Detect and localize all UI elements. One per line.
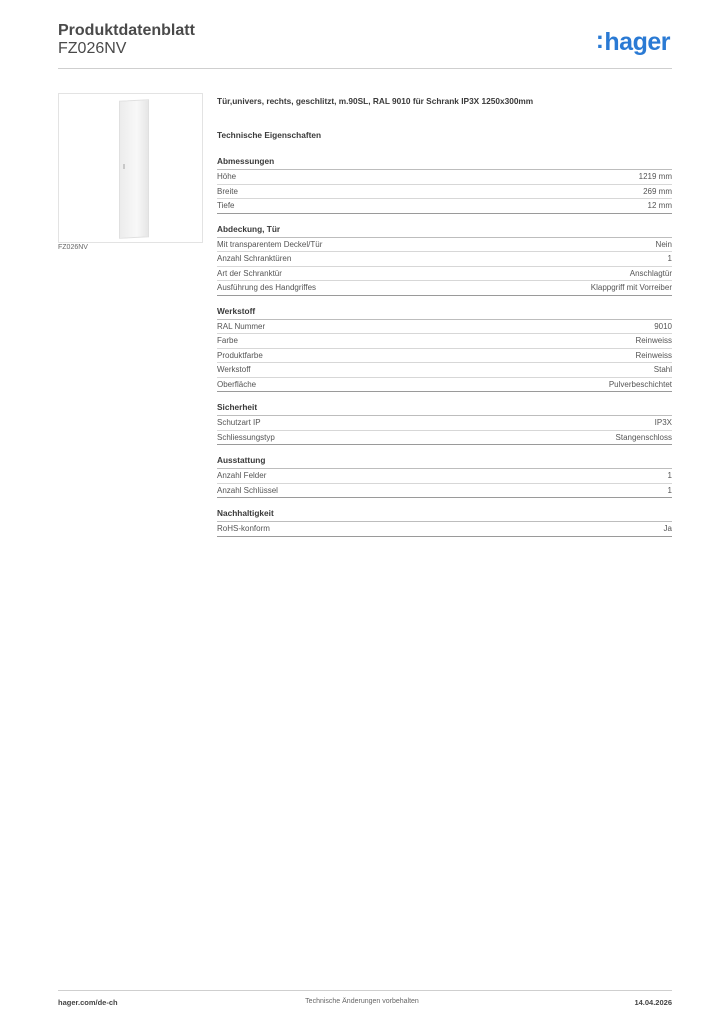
spec-row [217,238,672,253]
spec-value: Nein [655,239,672,249]
spec-value: Stahl [653,365,672,374]
spec-value: 12 mm [647,201,672,210]
spec-label: Höhe [217,172,237,181]
spec-groups [217,156,672,537]
spec-group [217,402,672,445]
spec-row [217,469,672,484]
spec-value: 269 mm [643,186,672,196]
logo-text: hager [604,28,670,56]
spec-label: Tiefe [217,201,235,210]
spec-row [217,267,672,282]
spec-label: Schutzart IP [217,418,261,427]
spec-row [217,334,672,349]
spec-label: Anzahl Schlüssel [217,485,278,495]
hager-logo: :hager [595,27,670,56]
spec-row [217,416,672,431]
spec-group-title: Nachhaltigkeit [217,508,672,522]
spec-section [217,130,672,547]
spec-label: Breite [217,186,238,196]
spec-value: Klappgriff mit Vorreiber [590,283,672,292]
spec-value: Anschlagtür [629,268,672,278]
spec-row [217,378,672,393]
spec-group-title: Ausstattung [217,455,672,469]
product-code: FZ026NV [58,40,127,57]
spec-group [217,224,672,296]
spec-row [217,363,672,378]
spec-value: Ja [663,524,672,533]
spec-row [217,185,672,200]
spec-group-title: Abmessungen [217,156,672,170]
spec-label: Anzahl Schranktüren [217,254,292,263]
spec-label: Oberfläche [217,379,257,389]
spec-group [217,156,672,214]
spec-row [217,522,672,537]
spec-label: Anzahl Felder [217,471,267,480]
header-divider [58,68,672,69]
spec-label: RoHS-konform [217,524,270,533]
spec-label: Farbe [217,336,238,345]
footer-date: 14.04.2026 [634,998,672,1007]
spec-row [217,431,672,446]
page-title: Produktdatenblatt [58,22,195,39]
product-image [58,93,203,243]
spec-row [217,349,672,364]
spec-label: Art der Schranktür [217,268,282,278]
spec-label: Werkstoff [217,365,251,374]
spec-row [217,170,672,185]
spec-row [217,484,672,499]
door-illustration [119,99,149,239]
spec-row [217,252,672,267]
spec-group [217,306,672,393]
product-description: Tür,univers, rechts, geschlitzt, m.90SL, RAL 9010 für Schrank IP3X 1250x300mm [217,96,534,106]
spec-group-title: Sicherheit [217,402,672,416]
spec-value: Stangenschloss [615,432,672,442]
spec-label: Mit transparentem Deckel/Tür [217,239,323,249]
spec-value: 1219 mm [638,172,672,181]
spec-value: 1 [667,485,672,495]
spec-group-title: Werkstoff [217,306,672,320]
spec-group-title: Abdeckung, Tür [217,224,672,238]
footer-divider [58,990,672,991]
footer-notice: Technische Änderungen vorbehalten [305,998,419,1005]
spec-label: RAL Nummer [217,321,266,331]
spec-value: Reinweiss [635,350,672,360]
spec-value: 9010 [654,321,672,331]
spec-row [217,281,672,296]
spec-label: Ausführung des Handgriffes [217,283,317,292]
spec-row [217,199,672,214]
spec-title: Technische Eigenschaften [217,130,322,140]
spec-value: 1 [667,471,672,480]
footer-website[interactable]: hager.com/de-ch [58,998,118,1007]
spec-row [217,320,672,335]
spec-value: Pulverbeschichtet [608,379,672,389]
spec-value: Reinweiss [635,336,672,345]
spec-value: IP3X [654,418,672,427]
image-caption: FZ026NV [58,244,88,251]
spec-label: Produktfarbe [217,350,263,360]
spec-group [217,508,672,537]
spec-value: 1 [667,254,672,263]
spec-label: Schliessungstyp [217,432,275,442]
handle-illustration [123,164,125,169]
spec-group [217,455,672,498]
